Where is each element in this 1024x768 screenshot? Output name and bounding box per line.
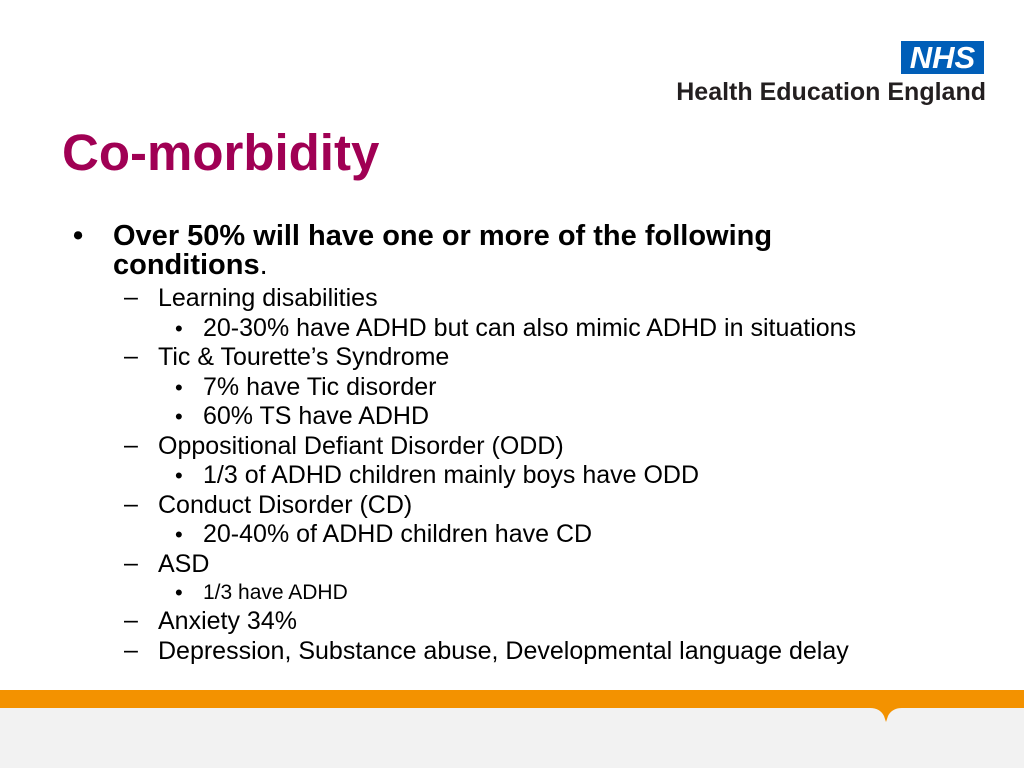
sub-list-item [0, 520, 1024, 550]
main-point [0, 222, 1024, 280]
sub-list-item [0, 314, 1024, 344]
organisation-name: Health Education England [676, 78, 986, 106]
dash-icon: – [124, 548, 138, 577]
sub-list-item [0, 402, 1024, 432]
list-item-label: Learning disabilities [158, 284, 378, 312]
slide-body [0, 222, 1024, 666]
list-item-label: Depression, Substance abuse, Developmental language delay [158, 636, 849, 665]
nhs-logo [901, 41, 984, 74]
list-item [0, 607, 1024, 637]
list-item [0, 284, 1024, 314]
list-item [0, 637, 1024, 667]
dash-icon: – [124, 635, 138, 664]
footer-panel [0, 708, 1024, 768]
main-point-text: Over 50% will have one or more of the following conditions [113, 220, 773, 281]
list-item-label: Conduct Disorder (CD) [158, 490, 413, 519]
slide-title: Co-morbidity [62, 124, 380, 181]
list-item [0, 343, 1024, 373]
dash-icon: – [124, 283, 138, 311]
list-item [0, 432, 1024, 462]
list-item-label: Anxiety 34% [158, 607, 297, 635]
footer-graphic [0, 690, 1024, 768]
bullet-icon: • [175, 315, 183, 341]
sub-list-item-label: 60% TS have ADHD [203, 402, 430, 430]
sub-list-item-label: 1/3 have ADHD [203, 581, 348, 604]
nhs-logo-text: NHS [909, 40, 976, 75]
dash-icon: – [124, 606, 138, 634]
dash-icon: – [124, 430, 138, 459]
sub-list-item-label: 7% have Tic disorder [203, 372, 437, 401]
sub-list-item [0, 461, 1024, 491]
bullet-icon: • [175, 404, 183, 429]
list-item-label: Oppositional Defiant Disorder (ODD) [158, 431, 564, 460]
bullet-icon: • [73, 220, 84, 252]
list-item [0, 491, 1024, 521]
sub-list-item-label: 20-40% of ADHD children have CD [203, 520, 593, 548]
sub-list-item-label: 20-30% have ADHD but can also mimic ADHD in situations [203, 313, 857, 342]
sub-list-item [0, 373, 1024, 403]
sub-list-item [0, 579, 1024, 607]
dash-icon: – [124, 342, 138, 370]
bullet-icon: • [175, 463, 183, 488]
main-point-period: . [259, 249, 268, 281]
bullet-icon: • [175, 374, 183, 400]
dash-icon: – [124, 489, 138, 518]
footer-band [0, 690, 1024, 768]
list-item [0, 550, 1024, 580]
list-item-label: ASD [158, 549, 210, 578]
bullet-icon: • [175, 580, 183, 605]
bullet-icon: • [175, 522, 183, 547]
sub-list-item-label: 1/3 of ADHD children mainly boys have ODD [203, 461, 700, 489]
list-item-label: Tic & Tourette’s Syndrome [158, 343, 450, 371]
